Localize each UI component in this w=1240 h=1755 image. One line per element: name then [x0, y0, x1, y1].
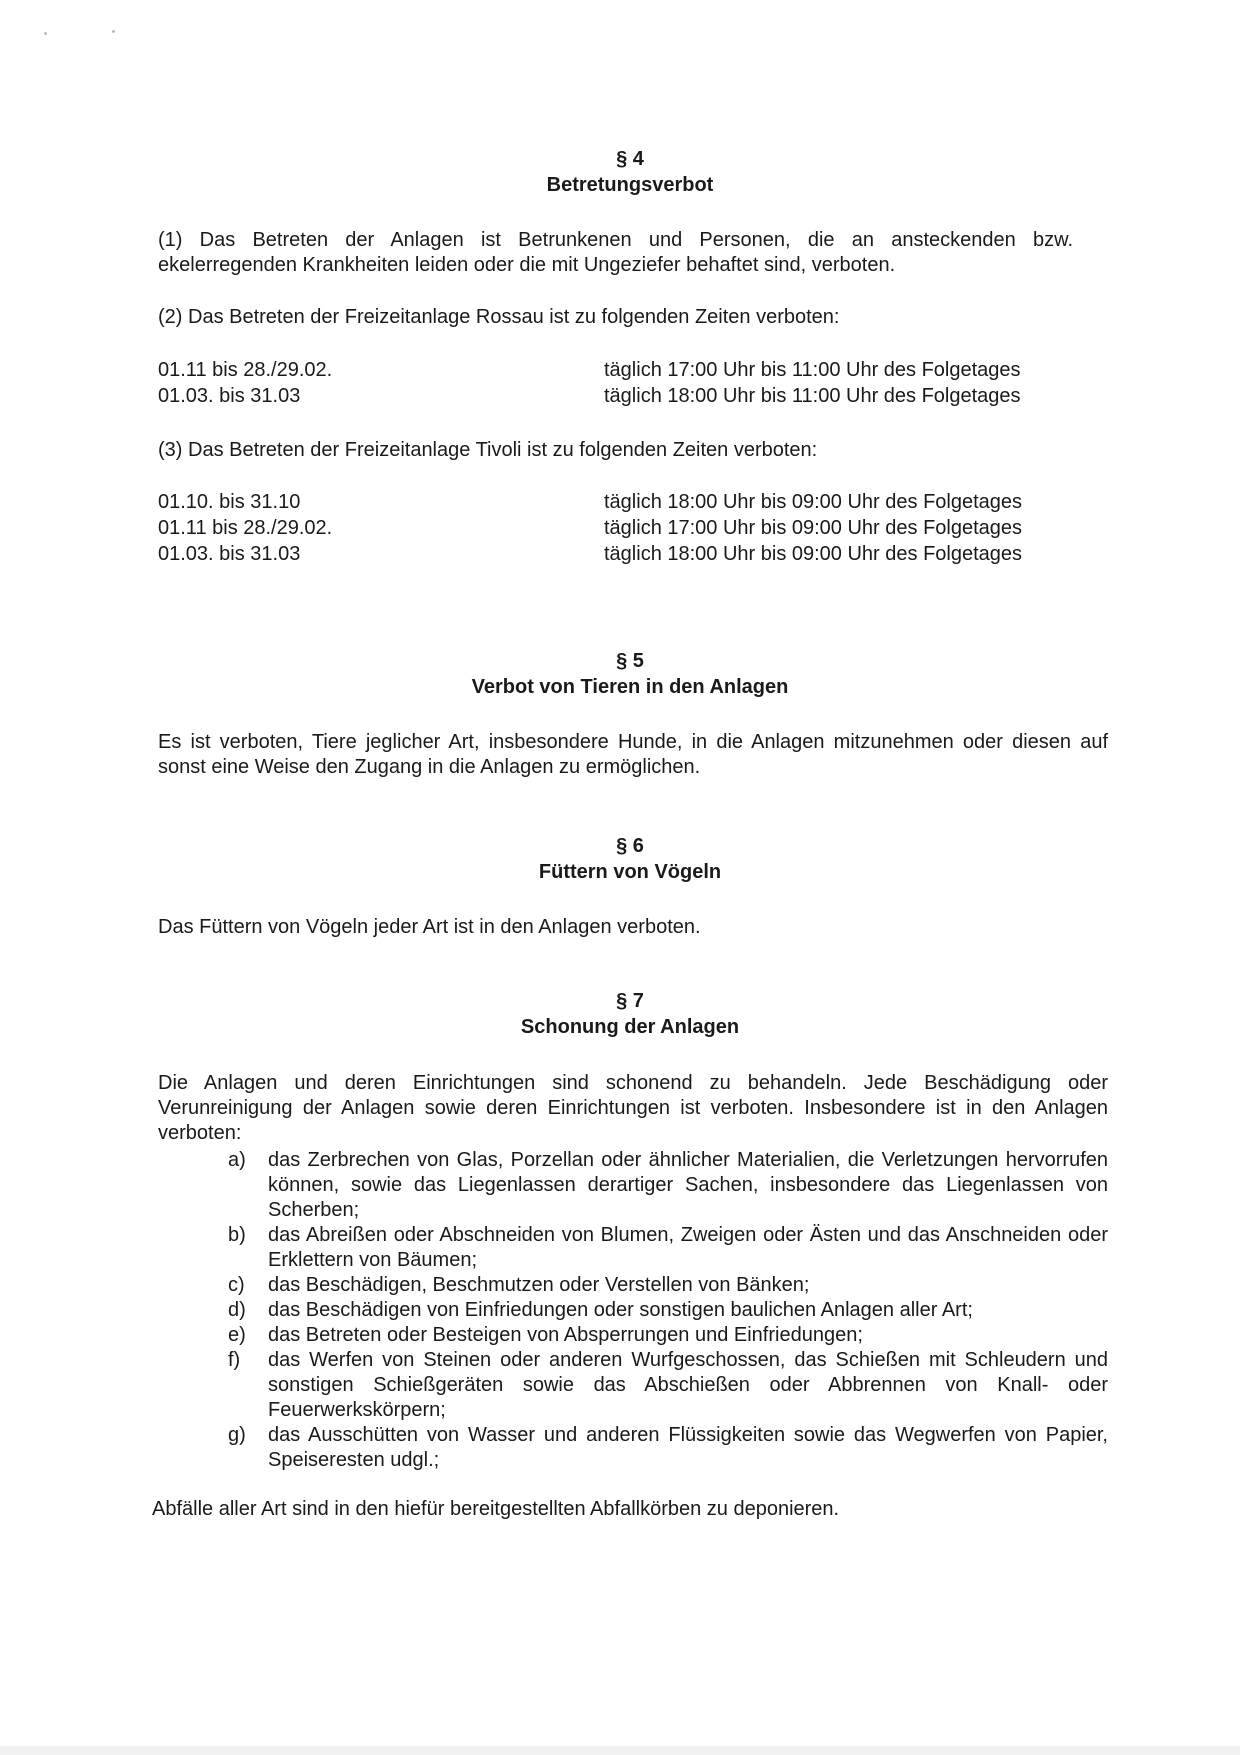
rossau-period: 01.03. bis 31.03 — [158, 385, 301, 407]
list-item-text: das Betreten oder Besteigen von Absperrungen und Einfriedungen; — [268, 1324, 863, 1346]
section-4-heading — [0, 146, 1240, 198]
list-item — [226, 1298, 1108, 1323]
section-5-number: § 5 — [616, 650, 644, 672]
section-5-text: Es ist verboten, Tiere jeglicher Art, insbesondere Hunde, in die Anlagen mitzunehmen oder diesen auf sonst eine Weise den Zugang in die Anlagen zu ermöglichen. — [158, 731, 1108, 778]
section-7-intro: Die Anlagen und deren Einrichtungen sind schonend zu behandeln. Jede Beschädigung oder Verunreinigung der Anlagen sowie deren Einrichtungen ist verboten. Insbesondere ist in den Anlagen verboten: — [158, 1072, 1108, 1144]
list-item — [226, 1423, 1108, 1473]
list-item-marker: f) — [228, 1349, 241, 1371]
list-item-text: das Abreißen oder Abschneiden von Blumen, Zweigen oder Ästen und das Anschneiden oder Erklettern von Bäumen; — [268, 1224, 1108, 1271]
section-6-heading — [0, 833, 1240, 885]
scan-speck — [112, 30, 115, 33]
list-item-marker: a) — [228, 1149, 246, 1171]
rossau-time: täglich 18:00 Uhr bis 11:00 Uhr des Folgetages — [604, 385, 1021, 407]
section-5-heading — [0, 648, 1240, 700]
tivoli-period: 01.03. bis 31.03 — [158, 543, 301, 565]
section-4-para-1: (1) Das Betreten der Anlagen ist Betrunkenen und Personen, die an ansteckenden bzw. ekelerregenden Krankheiten leiden oder die mit Ungeziefer behaftet sind, verboten. — [158, 229, 1073, 276]
section-7-closing: Abfälle aller Art sind in den hiefür bereitgestellten Abfallkörben zu deponieren. — [152, 1498, 840, 1520]
section-7-list — [226, 1148, 1108, 1473]
section-4-title: Betretungsverbot — [546, 174, 714, 196]
list-item — [226, 1323, 1108, 1348]
tivoli-period: 01.11 bis 28./29.02. — [158, 517, 333, 539]
list-item — [226, 1148, 1108, 1223]
list-item-marker: g) — [228, 1424, 246, 1446]
tivoli-time: täglich 18:00 Uhr bis 09:00 Uhr des Folgetages — [604, 543, 1023, 565]
list-item-marker: d) — [228, 1299, 246, 1321]
list-item-text: das Beschädigen, Beschmutzen oder Verstellen von Bänken; — [268, 1274, 810, 1296]
scan-bottom-edge — [0, 1746, 1240, 1755]
tivoli-time: täglich 18:00 Uhr bis 09:00 Uhr des Folgetages — [604, 491, 1023, 513]
list-item-text: das Ausschütten von Wasser und anderen Flüssigkeiten sowie das Wegwerfen von Papier, Speiseresten udgl.; — [268, 1424, 1108, 1471]
rossau-period: 01.11 bis 28./29.02. — [158, 359, 333, 381]
section-6-title: Füttern von Vögeln — [538, 861, 722, 883]
section-4-para-3: (3) Das Betreten der Freizeitanlage Tivoli ist zu folgenden Zeiten verboten: — [158, 439, 818, 461]
scan-speck — [44, 32, 47, 35]
section-7-title: Schonung der Anlagen — [520, 1016, 740, 1038]
rossau-time: täglich 17:00 Uhr bis 11:00 Uhr des Folgetages — [604, 359, 1021, 381]
section-6-number: § 6 — [616, 835, 644, 857]
section-5-title: Verbot von Tieren in den Anlagen — [471, 676, 789, 698]
section-6-text: Das Füttern von Vögeln jeder Art ist in den Anlagen verboten. — [158, 916, 701, 938]
section-7-number: § 7 — [616, 990, 644, 1012]
tivoli-time: täglich 17:00 Uhr bis 09:00 Uhr des Folgetages — [604, 517, 1023, 539]
tivoli-period: 01.10. bis 31.10 — [158, 491, 301, 513]
section-7-heading — [0, 988, 1240, 1040]
list-item-text: das Werfen von Steinen oder anderen Wurfgeschossen, das Schießen mit Schleudern und sonstigen Schießgeräten sowie das Abschießen oder Abbrennen von Knall- oder Feuerwerkskörpern; — [268, 1349, 1108, 1421]
list-item-marker: e) — [228, 1324, 246, 1346]
list-item — [226, 1348, 1108, 1423]
section-4-para-2: (2) Das Betreten der Freizeitanlage Rossau ist zu folgenden Zeiten verboten: — [158, 306, 840, 328]
list-item-marker: b) — [228, 1224, 246, 1246]
list-item — [226, 1223, 1108, 1273]
list-item-marker: c) — [228, 1274, 245, 1296]
list-item-text: das Zerbrechen von Glas, Porzellan oder ähnlicher Materialien, die Verletzungen hervorrufen können, sowie das Liegenlassen derartiger Sachen, insbesondere das Liegenlassen von Scherben; — [268, 1149, 1108, 1221]
list-item-text: das Beschädigen von Einfriedungen oder sonstigen baulichen Anlagen aller Art; — [268, 1299, 973, 1321]
list-item — [226, 1273, 1108, 1298]
section-4-number: § 4 — [616, 148, 644, 170]
